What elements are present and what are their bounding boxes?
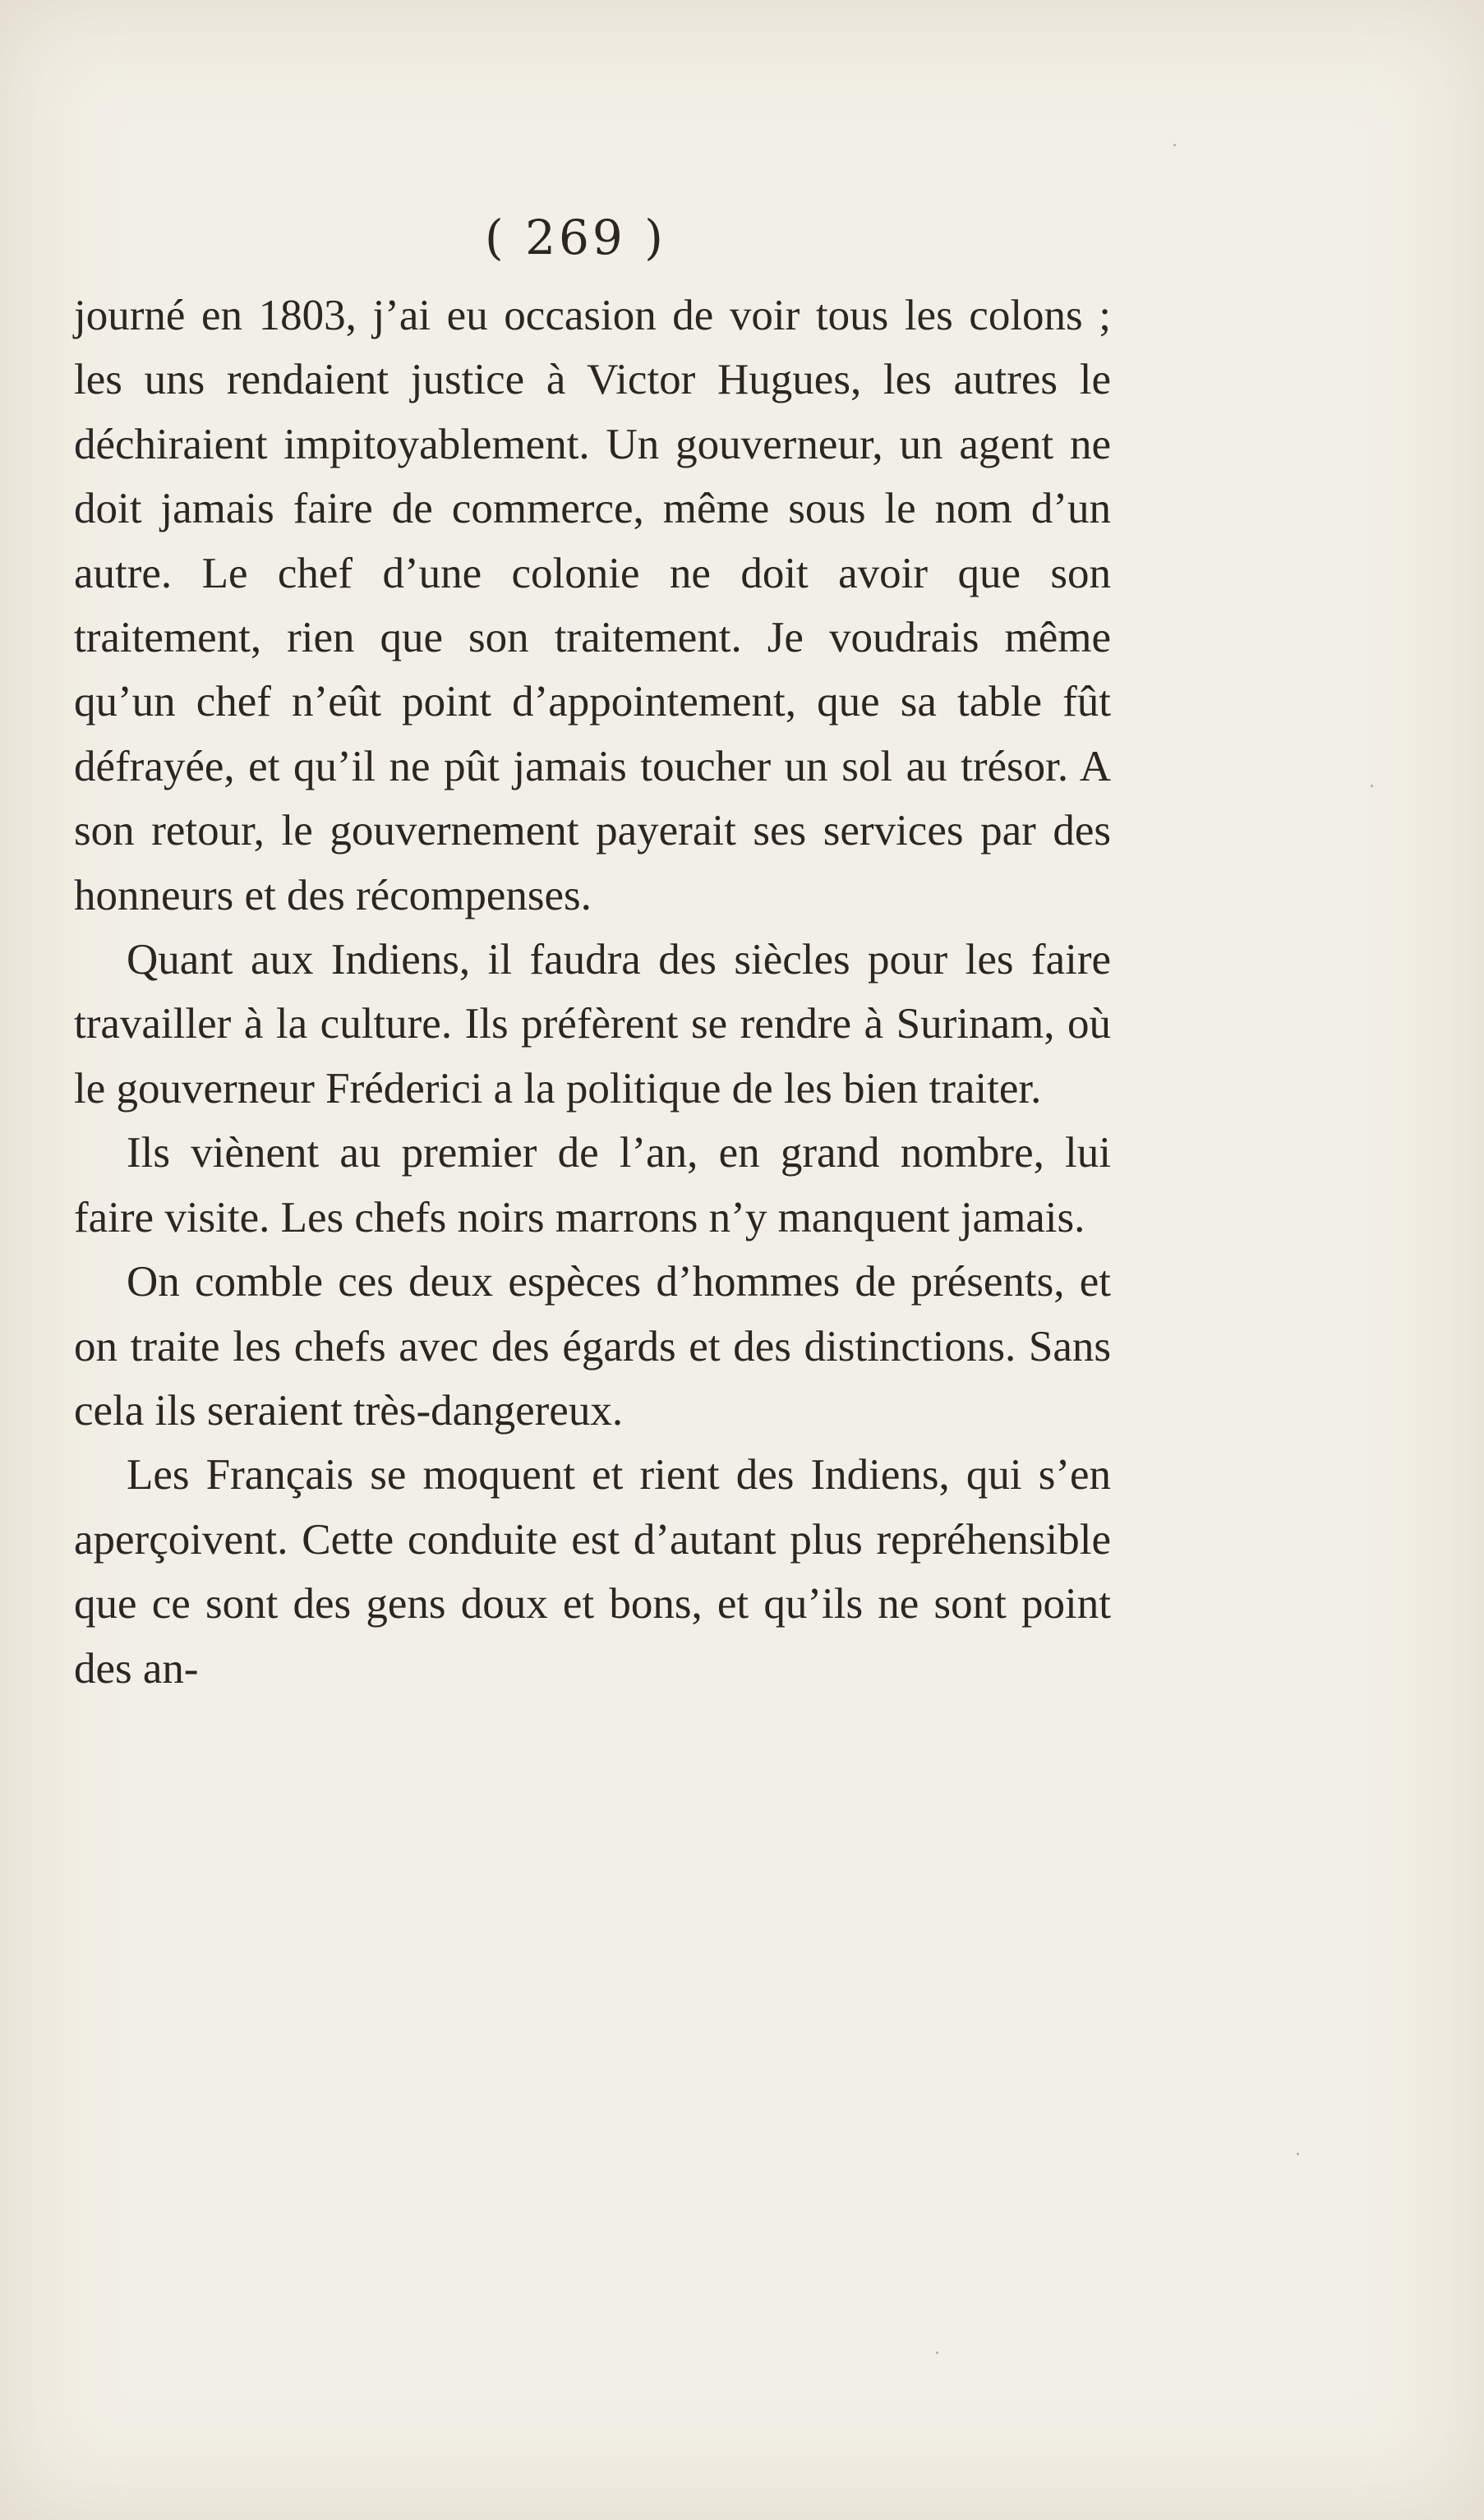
paragraph-4: On comble ces deux espèces d’hommes de présents, et on traite les chefs avec des égards et des distinctions. Sans cela ils seraient très-dangereux. xyxy=(74,1258,1111,1435)
paper-speck xyxy=(1297,2153,1299,2155)
paragraph-3: Ils viènent au premier de l’an, en grand nombre, lui faire visite. Les chefs noirs marrons n’y manquent jamais. xyxy=(74,1129,1111,1242)
body-text xyxy=(74,283,1111,1701)
paper-speck xyxy=(936,2352,938,2354)
paper-speck xyxy=(1371,785,1373,787)
paragraph-2: Quant aux Indiens, il faudra des siècles pour les faire travailler à la culture. Ils préfèrent se rendre à Surinam, où le gouverneur Fréderici a la politique de les bien traiter. xyxy=(74,936,1111,1113)
page-number: ( 269 ) xyxy=(485,210,666,265)
paragraph-1: journé en 1803, j’ai eu occasion de voir tous les colons ; les uns rendaient justice à Victor Hugues, les autres le déchiraient impitoyablement. Un gouverneur, un agent ne doit jamais faire de commerce, même sous le nom d’un autre. Le chef d’une colonie ne doit avoir que son traitement, rien que son traitement. Je voudrais même qu’un chef n’eût point d’appointement, que sa table fût défrayée, et qu’il ne pût jamais toucher un sol au trésor. A son retour, le gouvernement payerait ses services par des honneurs et des récompenses. xyxy=(74,292,1111,919)
paper-speck xyxy=(1173,144,1176,146)
paragraph-5: Les Français se moquent et rient des Indiens, qui s’en aperçoivent. Cette conduite est d’autant plus repréhensible que ce sont des gens doux et bons, et qu’ils ne sont point des an- xyxy=(74,1451,1111,1693)
